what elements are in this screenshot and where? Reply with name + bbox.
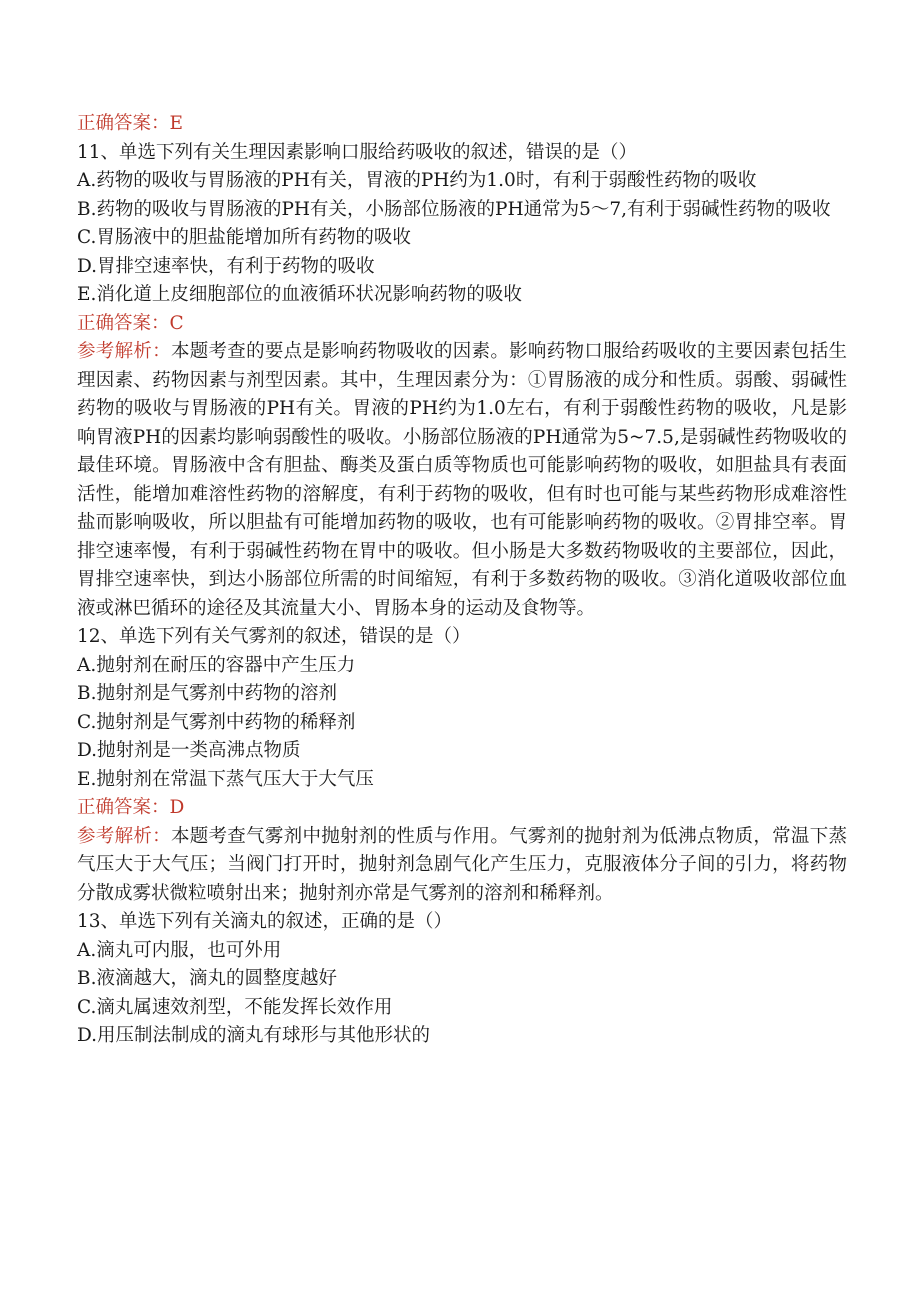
answer-line bbox=[77, 310, 847, 339]
answer-label: 正确答案： bbox=[77, 797, 170, 818]
question-title: 13、单选下列有关滴丸的叙述，正确的是（） bbox=[77, 911, 453, 932]
answer-value: E bbox=[169, 113, 184, 134]
analysis-label: 参考解析： bbox=[77, 825, 171, 847]
option-b: B.药物的吸收与胃肠液的PH有关，小肠部位肠液的PH通常为5～7,有利于弱碱性药物的吸收 bbox=[77, 198, 831, 220]
analysis-paragraph bbox=[77, 823, 847, 909]
answer-label: 正确答案： bbox=[77, 312, 170, 334]
option-e: E.抛射剂在常温下蒸气压大于大气压 bbox=[77, 768, 374, 790]
option-b: B.抛射剂是气雾剂中药物的溶剂 bbox=[77, 683, 337, 704]
option-c: C.滴丸属速效剂型，不能发挥长效作用 bbox=[77, 996, 393, 1018]
option-a: A.滴丸可内服，也可外用 bbox=[77, 939, 282, 961]
analysis-text: 本题考查气雾剂中抛射剂的性质与作用。气雾剂的抛射剂为低沸点物质，常温下蒸气压大于大气压；当阀门打开时，抛射剂急剧气化产生压力，克服液体分子间的引力，将药物分散成雾状微粒喷射出来；抛射剂亦常是气雾剂的溶剂和稀释剂。 bbox=[77, 825, 847, 904]
option-a: A.抛射剂在耐压的容器中产生压力 bbox=[77, 654, 356, 676]
option-d: D.胃排空速率快，有利于药物的吸收 bbox=[77, 255, 375, 277]
option-e: E.消化道上皮细胞部位的血液循环状况影响药物的吸收 bbox=[77, 284, 522, 305]
document-page bbox=[77, 110, 847, 1051]
option-d: D.用压制法制成的滴丸有球形与其他形状的 bbox=[77, 1025, 431, 1046]
analysis-paragraph bbox=[77, 338, 847, 623]
question-title: 12、单选下列有关气雾剂的叙述，错误的是（） bbox=[77, 626, 471, 647]
option-d: D.抛射剂是一类高沸点物质 bbox=[77, 740, 301, 761]
option-a: A.药物的吸收与胃肠液的PH有关，胃液的PH约为1.0时，有利于弱酸性药物的吸收 bbox=[77, 170, 757, 191]
answer-label: 正确答案： bbox=[77, 113, 170, 134]
answer-value: C bbox=[169, 312, 184, 334]
option-c: C.胃肠液中的胆盐能增加所有药物的吸收 bbox=[77, 227, 411, 248]
answer-value: D bbox=[169, 797, 185, 818]
option-c: C.抛射剂是气雾剂中药物的稀释剂 bbox=[77, 711, 356, 733]
analysis-label: 参考解析： bbox=[77, 341, 171, 362]
option-b: B.液滴越大，滴丸的圆整度越好 bbox=[77, 968, 337, 989]
analysis-text: 本题考查的要点是影响药物吸收的因素。影响药物口服给药吸收的主要因素包括生理因素、药物因素与剂型因素。其中，生理因素分为：①胃肠液的成分和性质。弱酸、弱碱性药物的吸收与胃肠液的PH有关。胃液的PH约为1.0左右，有利于弱酸性药物的吸收，凡是影响胃液PH的因素均影响弱酸性的吸收。小肠部位肠液的PH通常为5~7.5,是弱碱性药物吸收的最佳环境。胃肠液中含有胆盐、酶类及蛋白质等物质也可能影响药物的吸收，如胆盐具有表面活性，能增加难溶性药物的溶解度，有利于药物的吸收，但有时也可能与某些药物形成难溶性盐而影响吸收，所以胆盐有可能增加药物的吸收，也有可能影响药物的吸收。②胃排空率。胃排空速率慢，有利于弱碱性药物在胃中的吸收。但小肠是大多数药物吸收的主要部位，因此，胃排空速率快，到达小肠部位所需的时间缩短，有利于多数药物的吸收。③消化道吸收部位血液或淋巴循环的途径及其流量大小、胃肠本身的运动及食物等。 bbox=[77, 341, 847, 619]
question-title: 11、单选下列有关生理因素影响口服给药吸收的叙述，错误的是（） bbox=[77, 141, 638, 163]
answer-line bbox=[77, 110, 847, 139]
answer-line bbox=[77, 794, 847, 823]
